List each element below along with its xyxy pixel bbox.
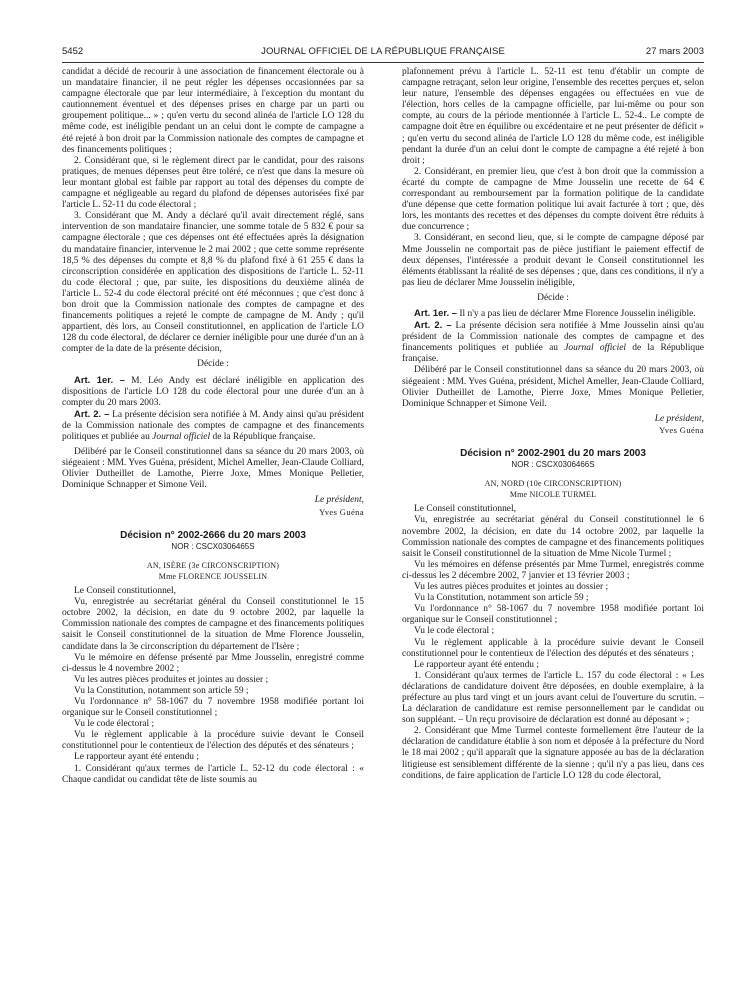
paragraph: Vu, enregistrée au secrétariat général du Conseil constitutionnel le 15 octobre 2002, la décision, en date du 9 octobre 2002, par laquelle la Commission nationale des comptes de campagne et des financements politiques saisit le Conseil constitutionnel de la situation de Mme Florence Jousselin, candidate dans la 3e circonscription du département de l'Isère ; bbox=[62, 597, 364, 652]
paragraph: 3. Considérant que M. Andy a déclaré qu'il avait directement réglé, sans intervention de son mandataire financier, une somme totale de 5 832 € pour sa campagne électorale ; que ces dépenses ont été effectuées après la désignation du mandataire financier, intervenue le 2 mai 2002 ; que cette somme représente 18,5 % des dépenses du compte et 8,8 % du plafond fixé à 61 255 € dans la circonscription considérée en application des dispositions de l'article L. 52-11 du code électoral ; que, par suite, les dispositions du deuxième alinéa de l'article L. 52-4 du code électoral précité ont été méconnues ; que c'est donc à bon droit que la Commission nationale des comptes de campagne et des financements politiques a rejeté le compte de campagne de M. Andy ; qu'il appartient, dès lors, au Conseil constitutionnel, en application de l'article LO 128 du code électoral, de déclarer ce dernier inéligible pour une durée d'un an à compter de la date de la présente décision, bbox=[62, 211, 364, 355]
article-text: Il n'y a pas lieu de déclarer Mme Florence Jousselin inéligible. bbox=[457, 308, 696, 319]
journal-reference: Journal officiel bbox=[564, 343, 627, 354]
left-column bbox=[62, 67, 364, 786]
decide-heading: Décide : bbox=[537, 292, 569, 303]
paragraph: candidat a décidé de recourir à une association de financement électorale ou à un mandataire financier, il ne peut régler les dépenses occasionnées par sa campagne électorale que par leur intermédiaire, à l'exception du montant du cautionnement éventuel et des dépenses prises en charge par un parti ou groupement politique... » ; qu'en vertu du second alinéa de l'article LO 128 du même code, est inéligible pendant un an celui dont le compte de campagne a été rejeté à bon droit par la Commission nationale des comptes de campagne et des financements politiques ; bbox=[62, 67, 364, 155]
article-text: de la République française. bbox=[402, 343, 704, 365]
paragraph: Vu, enregistrée au secrétariat général du Conseil constitutionnel le 6 novembre 2002, la décision, en date du 14 octobre 2002, par laquelle la Commission nationale des comptes de campagne et des financements politiques saisit le Conseil constitutionnel de la situation de Mme Nicole Turmel ; bbox=[402, 515, 704, 559]
deliberation: Délibéré par le Conseil constitutionnel dans sa séance du 20 mars 2003, où siégeaient : MM. Yves Guéna, président, Michel Ameller, Jean-Claude Colliard, Olivier Dutheillet de Lamothe, Pierre Joxe, Mmes Monique Pelletier, Dominique Schnapper et Simone Veil. bbox=[402, 365, 704, 409]
article-text: de la République française. bbox=[210, 432, 316, 442]
paragraph: Vu le code électoral ; bbox=[414, 626, 495, 637]
signature-role: Le président, bbox=[314, 495, 364, 506]
paragraph: 1. Considérant qu'aux termes de l'article L. 157 du code électoral : « Les déclarations de candidature doivent être déposées, en double exemplaire, à la préfecture au plus tard vingt et un jours avant celui de l'ouverture du scrutin. – La déclaration de candidature est remise personnellement par le candidat ou son suppléant. – Un reçu provisoire de déclaration est donné au déposant » ; bbox=[402, 670, 704, 726]
paragraph: Vu la Constitution, notamment son article 59 ; bbox=[74, 685, 249, 696]
paragraph: 2. Considérant que Mme Turmel conteste formellement être l'auteur de la déclaration de candidature établie à son nom et déposée à la préfecture du Nord le 18 mai 2002 ; qu'il apparaît que la signature apposée au bas de la déclaration litigieuse est sensiblement différente de la sienne ; qu'il n'y a pas lieu, dans ces conditions, de faire application de l'article LO 128 du code électoral, bbox=[402, 726, 704, 781]
article-label: Art. 2. – bbox=[74, 408, 110, 420]
paragraph: Vu les mémoires en défense présentés par Mme Turmel, enregistrés comme ci-dessus les 2 décembre 2002, 7 janvier et 13 février 2003 ; bbox=[402, 559, 704, 581]
article-text: M. Léo Andy est déclaré inéligible en application des dispositions de l'article LO 128 du code électoral pour une durée d'un an à compter du 20 mars 2003. bbox=[62, 375, 364, 408]
page-header bbox=[62, 46, 704, 60]
signature-role: Le président, bbox=[654, 413, 704, 424]
paragraph: 2. Considérant que, si le règlement direct par le candidat, pour des raisons pratiques, de menues dépenses peut être toléré, ce n'est que dans la mesure où leur montant global est faible par rapport au total des dépenses du compte de campagne et négligeable au regard du plafond de dépenses autorisées fixé par l'article L. 52-11 du code électoral ; bbox=[62, 155, 364, 211]
paragraph: 3. Considérant, en second lieu, que, si le compte de campagne déposé par Mme Jousselin ne comportait pas de pièce justifiant le paiement effectif de deux dépenses, l'intéressée a produit devant le Conseil constitutionnel les éléments établissant la réalité de ses dépenses ; que, dans ces conditions, il n'y a pas lieu de déclarer Mme Jousselin inéligible, bbox=[402, 233, 704, 288]
paragraph: Vu la Constitution, notamment son article 59 ; bbox=[414, 593, 589, 604]
paragraph: Vu les autres pièces produites et jointes au dossier ; bbox=[414, 582, 609, 593]
header-rule bbox=[62, 62, 704, 63]
paragraph: Vu le règlement applicable à la procédure suivie devant le Conseil constitutionnel pour le contentieux de l'élection des députés et des sénateurs ; bbox=[402, 637, 704, 659]
journal-reference: Journal officiel bbox=[152, 432, 211, 442]
paragraph: Vu le mémoire en défense présenté par Mme Jousselin, enregistré comme ci-dessus le 4 novembre 2002 ; bbox=[62, 652, 364, 674]
paragraph: Le Conseil constitutionnel, bbox=[414, 504, 516, 515]
journal-title: JOURNAL OFFICIEL DE LA RÉPUBLIQUE FRANÇAISE bbox=[261, 46, 505, 57]
paragraph: Le rapporteur ayant été entendu ; bbox=[74, 752, 199, 763]
paragraph: Vu l'ordonnance n° 58-1067 du 7 novembre 1958 modifiée portant loi organique sur le Conseil constitutionnel ; bbox=[62, 696, 364, 719]
article-2 bbox=[402, 320, 704, 365]
decide-heading: Décide : bbox=[197, 359, 229, 370]
circonscription: AN, NORD (10e CIRCONSCRIPTION) bbox=[484, 479, 622, 489]
decision-title: Décision n° 2002-2901 du 20 mars 2003 bbox=[460, 448, 646, 459]
issue-date: 27 mars 2003 bbox=[645, 46, 704, 57]
circonscription: AN, ISÈRE (3e CIRCONSCRIPTION) bbox=[146, 560, 280, 570]
article-1 bbox=[62, 375, 364, 409]
deliberation: Délibéré par le Conseil constitutionnel dans sa séance du 20 mars 2003, où siégeaient : MM. Yves Guéna, président, Michel Ameller, Jean-Claude Colliard, Olivier Dutheillet de Lamothe, Pierre Joxe, Mmes Monique Pelletier, Dominique Schnapper et Simone Veil. bbox=[62, 447, 364, 491]
paragraph: Vu les autres pièces produites et jointes au dossier ; bbox=[74, 674, 269, 685]
article-label: Art. 1er. – bbox=[414, 307, 458, 319]
paragraph: Vu l'ordonnance n° 58-1067 du 7 novembre 1958 modifiée portant loi organique sur le Conseil constitutionnel ; bbox=[402, 604, 704, 626]
page-number: 5452 bbox=[62, 46, 84, 57]
article-text: La présente décision sera notifiée à Mme Jousselin ainsi qu'au président de la Commission nationale des comptes de campagne et des financements politiques et publiée au bbox=[402, 321, 704, 354]
paragraph: 2. Considérant, en premier lieu, que c'est à bon droit que la commission a écarté du compte de campagne de Mme Jousselin une recette de 64 € correspondant au remboursement par la formation politique de la candidate d'une dépense que cette formation politique lui avait facturée à tort ; que, dès lors, les montants des recettes et des dépenses du compte doivent être réduits à due concurrence ; bbox=[402, 166, 704, 233]
paragraph: Vu le règlement applicable à la procédure suivie devant le Conseil constitutionnel pour le contentieux de l'élection des députés et des sénateurs ; bbox=[62, 730, 364, 752]
paragraph: 1. Considérant qu'aux termes de l'article L. 52-12 du code électoral : « Chaque candidat ou candidat tête de liste soumis au bbox=[62, 763, 364, 785]
article-1 bbox=[402, 308, 704, 320]
paragraph: Vu le code électoral ; bbox=[74, 719, 155, 730]
article-2 bbox=[62, 409, 364, 443]
paragraph: plafonnement prévu à l'article L. 52-11 est tenu d'établir un compte de campagne retraçant, selon leur origine, l'ensemble des recettes perçues et, selon leur nature, l'ensemble des dépenses engagées ou effectuées en vue de l'élection, hors celles de la campagne officielle, par lui-même ou pour son compte, au cours de la période mentionnée à l'article L. 52-4.. Le compte de campagne doit être en équilibre ou excédentaire et ne peut présenter de déficit » ; qu'en vertu du second alinéa de l'article LO 128 du même code, est inéligible pendant la durée d'un an celui dont le compte de campagne a été rejeté à bon droit ; bbox=[402, 67, 704, 166]
article-text: La présente décision sera notifiée à M. Andy ainsi qu'au président de la Commission nationale des comptes de campagne et des financements politiques et publiée au bbox=[62, 409, 364, 442]
paragraph: Le Conseil constitutionnel, bbox=[74, 586, 176, 597]
right-column bbox=[402, 67, 704, 782]
signature-name: Yves Guéna bbox=[659, 424, 704, 435]
nor-reference: NOR : CSCX0306465S bbox=[171, 541, 255, 551]
article-label: Art. 1er. – bbox=[74, 374, 125, 386]
candidate-name: Mme NICOLE TURMEL bbox=[509, 490, 597, 500]
article-label: Art. 2. – bbox=[414, 320, 452, 332]
candidate-name: Mme FLORENCE JOUSSELIN bbox=[158, 571, 268, 581]
paragraph: Le rapporteur ayant été entendu ; bbox=[414, 659, 539, 670]
nor-reference: NOR : CSCX0306466S bbox=[511, 460, 595, 470]
decision-title: Décision n° 2002-2666 du 20 mars 2003 bbox=[120, 529, 306, 541]
signature-name: Yves Guéna bbox=[319, 506, 364, 517]
